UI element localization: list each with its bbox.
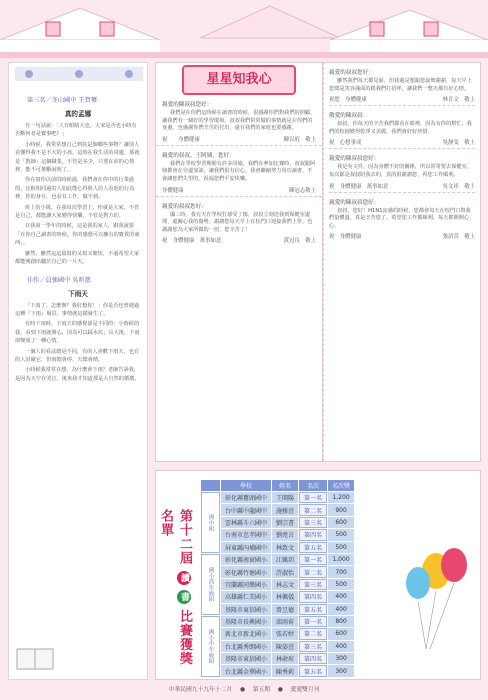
group-label: 國小高年級組 (201, 554, 220, 615)
school-cell: 台南市忠孝國中 (221, 529, 271, 540)
table-row (201, 579, 354, 590)
paragraph: 班上的小隊，在我每次學習上，你就是大家，不管是自己，都能讓大家變得快樂，不管是對方的。 (15, 204, 140, 220)
letter-closing: 祝 身體健康 (162, 136, 200, 143)
school-cell: 屏東縣內埔國中 (221, 542, 271, 553)
table-row (201, 517, 354, 528)
awards-section (155, 470, 481, 680)
name-cell: 林俞瑄 (272, 653, 298, 664)
prize-cell: 1,000 (328, 554, 354, 565)
letter-item (156, 95, 322, 146)
prize-cell: 400 (328, 591, 354, 602)
name-cell: 施雅萱 (272, 504, 298, 515)
letter-body: 我是吳文祥，因為身體不好的關係，所以常常要去保健室，每次都是叔叔陪我去的，真的很謝謝您，祝您工作順利。 (329, 164, 472, 178)
col-rank: 名次 (299, 480, 327, 491)
letters-section-right (323, 62, 481, 462)
letter-closing: 祝 身體健康 (329, 234, 362, 241)
prize-cell: 700 (328, 566, 354, 577)
footer-publication: 愛愛雙月刊 (290, 687, 320, 693)
letter-salutation: 敬愛的陳叔叔： (329, 113, 369, 120)
letter-item (156, 146, 322, 197)
paragraph: 在我第一學年的時候，這是我的家人，跟我說要「在你自己讀書的時候，你的感覺可以擁有的寶貴的東西」。 (15, 223, 140, 247)
footer-date: 中華民國九十九年十二月 (168, 687, 233, 693)
rank-cell: 第一名 (299, 616, 327, 627)
rank-cell: 第一名 (299, 554, 327, 565)
paragraph: 小時候我常常在想，為什麼會下雨？老師告訴我，是因為天空在哭泣，後來我才知道那是大自然的循環。 (15, 367, 140, 382)
rank-cell: 第二名 (299, 504, 327, 515)
paragraph: 雖然，雖然這這篇寫的又寫又簡短，不過希望大家都能開創出屬於自己的一片天。 (15, 250, 140, 266)
name-cell: 陳秀莉 (272, 665, 298, 676)
group-label: 國中組 (201, 492, 220, 553)
school-cell: 台北縣秀朗國小 (221, 641, 271, 652)
section-heading-2: 佳作／員強國中 吳昕慈 (27, 276, 91, 284)
table-row (201, 641, 354, 652)
letter-salutation: 親愛的叔叔您好： (162, 203, 207, 210)
letters-banner: 星星知我心 (182, 65, 296, 95)
header-ornament (15, 67, 143, 81)
prize-cell: 900 (328, 504, 354, 515)
rank-cell: 第二名 (299, 566, 327, 577)
letter-closing: 祝 心想事成 (329, 140, 362, 147)
prize-cell: 500 (328, 542, 354, 553)
table-row (201, 492, 354, 503)
table-row (201, 591, 354, 602)
header-decoration (0, 0, 488, 58)
awards-title (158, 509, 194, 679)
name-cell: 曾昱德 (272, 604, 298, 615)
group-label: 國小中年級組 (201, 616, 220, 677)
letter-body: 雖然我們每天都見面，但我還是想跟您說聲謝謝，每天早上您總是笑容滿面的跟我們打招呼，讓我們一整天都有好心情。 (329, 78, 472, 92)
school-cell: 基隆市長興國小 (221, 616, 271, 627)
awards-title-circle2: 書 (179, 592, 189, 603)
paragraph: 你在寫你以前的時候過，我們會在你中的行業過的，比較相同過的人如此能心得與人的人看他的行為裡，你的身在，也看有工作，做不到。 (15, 177, 135, 201)
letter-signature: 張語萱 敬上 (442, 234, 475, 241)
name-cell: 邱雨荷 (272, 616, 298, 627)
letter-item (329, 193, 475, 243)
letter-body: 叔叔，你每天的辛苦我們都看在眼裡，因為有你的幫忙，我們的校園變得乾淨又美麗，我們會好好珍惜。 (329, 121, 472, 135)
letter-body: 國三時，我有天在學校打球受了傷，叔叔立刻送我到保健室處理，還關心我的傷勢。謝謝您每天早上在校門口迎接我們上學，也謝謝您為大家所做的一切，您辛苦了！ (162, 211, 313, 233)
school-cell: 高雄縣仁美國小 (221, 591, 271, 602)
letter-closing: 祝您 身體健康 (329, 97, 367, 104)
section-heading-1: 第三名／冬山國中 王賀璽 (27, 97, 98, 104)
prize-cell: 300 (328, 653, 354, 664)
letter-item (329, 106, 475, 149)
letter-body: 我們在學校學習期間有許多回憶，我們在參加比賽時，叔叔跟阿姨都會在旁邊加油，讓我們很有信心。我會繼續努力用功讀書，不會讓您們失望的，祝福您們平安快樂。 (162, 160, 316, 182)
paragraph: 「下雨了，怎麼辦？我好想你！」你是否也曾遇過這種『下雨』場景，事情就這樣發生了。 (15, 302, 140, 317)
name-cell: 劉宗書 (272, 517, 298, 528)
rank-cell: 第一名 (299, 492, 327, 503)
table-header-row (201, 480, 354, 491)
awards-title-circle1: 讀 (179, 572, 189, 583)
rank-cell: 第五名 (299, 542, 327, 553)
letter-item (329, 63, 475, 106)
school-cell: 基隆市東信國小 (221, 653, 271, 664)
school-cell: 基隆市東信國小 (221, 604, 271, 615)
letter-signature: 吳文祥 敬上 (442, 183, 475, 190)
name-cell: 林志文 (272, 579, 298, 590)
name-cell: 陳姿萱 (272, 641, 298, 652)
prize-cell: 300 (328, 665, 354, 676)
paragraph: 有時下雨時，下雨天的感覺卻是不同的：小時候的我，看到下雨就開心，因為可以踩水坑；長大後，下雨卻變成了一種心情。 (15, 321, 140, 345)
letters-section-left (155, 62, 323, 462)
letter-body: 我們是在你們這時候在讀書的時候，很感謝你們對我們的照顧，讓我們有一個好的學習環境。叔叔我們常常做的事情就是在你們的身邊，也感謝你們辛苦的付出，還有我們的家庭也要感謝。 (162, 110, 316, 132)
rank-cell: 第三名 (299, 641, 327, 652)
prize-cell: 600 (328, 517, 354, 528)
school-cell: 台中縣中龍國中 (221, 504, 271, 515)
article-title-2: 下雨天 (68, 289, 88, 298)
paragraph: 有一句話說：「人有眼睛大也，大家是否也小時有否斷何者是寶事吧？」 (15, 123, 137, 138)
letter-closing: 祝 身體健康 萬事如意 (162, 238, 222, 245)
prize-cell: 600 (328, 628, 354, 639)
prize-cell: 400 (328, 604, 354, 615)
name-cell: 許淑怡 (272, 566, 298, 577)
rank-cell: 第五名 (299, 665, 327, 676)
page-footer: 中華民國九十九年十二月 ● 第五期 ● 愛愛雙月刊 (168, 687, 320, 693)
letter-signature: 陳以庭 敬上 (283, 136, 316, 143)
table-row (201, 566, 354, 577)
table-row (201, 529, 354, 540)
name-cell: 王開陽 (272, 492, 298, 503)
book-illustration (15, 641, 55, 671)
name-cell: 江姵玥 (272, 554, 298, 565)
table-row (201, 542, 354, 553)
letter-salutation: 親愛的叔叔您好： (329, 70, 374, 76)
school-cell: 雲林縣斗六國中 (221, 517, 271, 528)
table-row (201, 665, 354, 676)
school-cell: 新北市新北國小 (221, 628, 271, 639)
letter-signature: 吳靜雯 敬上 (442, 140, 475, 147)
letter-closing: 祝 身體健康 萬事如意 (329, 183, 389, 190)
letter-salutation: 親愛的陳叔叔您好： (329, 156, 380, 163)
awards-table (200, 479, 355, 678)
table-row (201, 653, 354, 664)
col-prize: 名次獎 (328, 480, 354, 491)
rank-cell: 第四名 (299, 653, 327, 664)
rank-cell: 第五名 (299, 604, 327, 615)
prize-cell: 500 (328, 579, 354, 590)
essay-column (8, 62, 148, 680)
col-school: 學校 (221, 480, 271, 491)
letter-item (329, 149, 475, 192)
rank-cell: 第三名 (299, 517, 327, 528)
prize-cell: 400 (328, 641, 354, 652)
rank-cell: 第四名 (299, 591, 327, 602)
table-row (201, 504, 354, 515)
table-row (201, 628, 354, 639)
school-cell: 台北縣金華國小 (221, 665, 271, 676)
table-row (201, 616, 354, 627)
awards-title-part2: 比賽獲獎名單 (158, 509, 192, 666)
school-cell: 宜蘭縣同樂國小 (221, 579, 271, 590)
letter-salutation: 親愛的陳叔叔您好： (329, 199, 380, 206)
rank-cell: 第三名 (299, 579, 327, 590)
letter-item (156, 197, 322, 247)
prize-cell: 1,200 (328, 492, 354, 503)
rank-cell: 第二名 (299, 628, 327, 639)
footer-issue: 第五期 (252, 687, 271, 693)
rank-cell: 第四名 (299, 529, 327, 540)
awards-title-part1: 第十二屆 (177, 509, 192, 565)
letter-signature: 林育文 敬上 (442, 97, 475, 104)
prize-cell: 500 (328, 529, 354, 540)
prize-cell: 800 (328, 616, 354, 627)
paragraph: 一個人的看法總是不同，有的人喜歡下雨天，也有的人討厭它，但雨總會停，天總會晴。 (15, 348, 140, 363)
paragraph: 小時候，我常常想自己到底是個哪些事物？讓別人看懂得我不是不大的小孩。這時在我生活的周邊，那就是「教師」這個職業，不管是多少，只要在前的心情裡，能不可推斷說明了。 (15, 141, 140, 174)
school-cell: 彰化縣竹塘國小 (221, 566, 271, 577)
letter-signature: 黃冠良 敬上 (283, 238, 316, 245)
letter-signature: 陳冠志敬上 (289, 187, 316, 194)
letter-body: 叔叔，您好！H1N1流感的時候，您都會每天在校門口幫我們量體溫，真是辛苦您了。希望您工作都順利，每天都開開心心。 (329, 207, 471, 229)
awards-table-body (201, 492, 354, 677)
letter-salutation: 親愛的叔叔，王阿姨，您好： (162, 152, 235, 159)
article-title-1: 真的孟娜 (64, 110, 92, 118)
name-cell: 林致文 (272, 542, 298, 553)
letter-salutation: 親愛的陳叔叔您好： (162, 102, 213, 108)
name-cell: 林佩儀 (272, 591, 298, 602)
col-name: 姓名 (272, 480, 298, 491)
name-cell: 劉堯言 (272, 529, 298, 540)
name-cell: 張若婷 (272, 628, 298, 639)
school-cell: 彰化縣舊頭國中 (221, 492, 271, 503)
school-cell: 彰化縣南窗國小 (221, 554, 271, 565)
col-group (201, 480, 220, 491)
table-row (201, 604, 354, 615)
letter-closing: 身體健康 (162, 187, 184, 194)
table-row (201, 554, 354, 565)
balloons-illustration (396, 531, 476, 651)
